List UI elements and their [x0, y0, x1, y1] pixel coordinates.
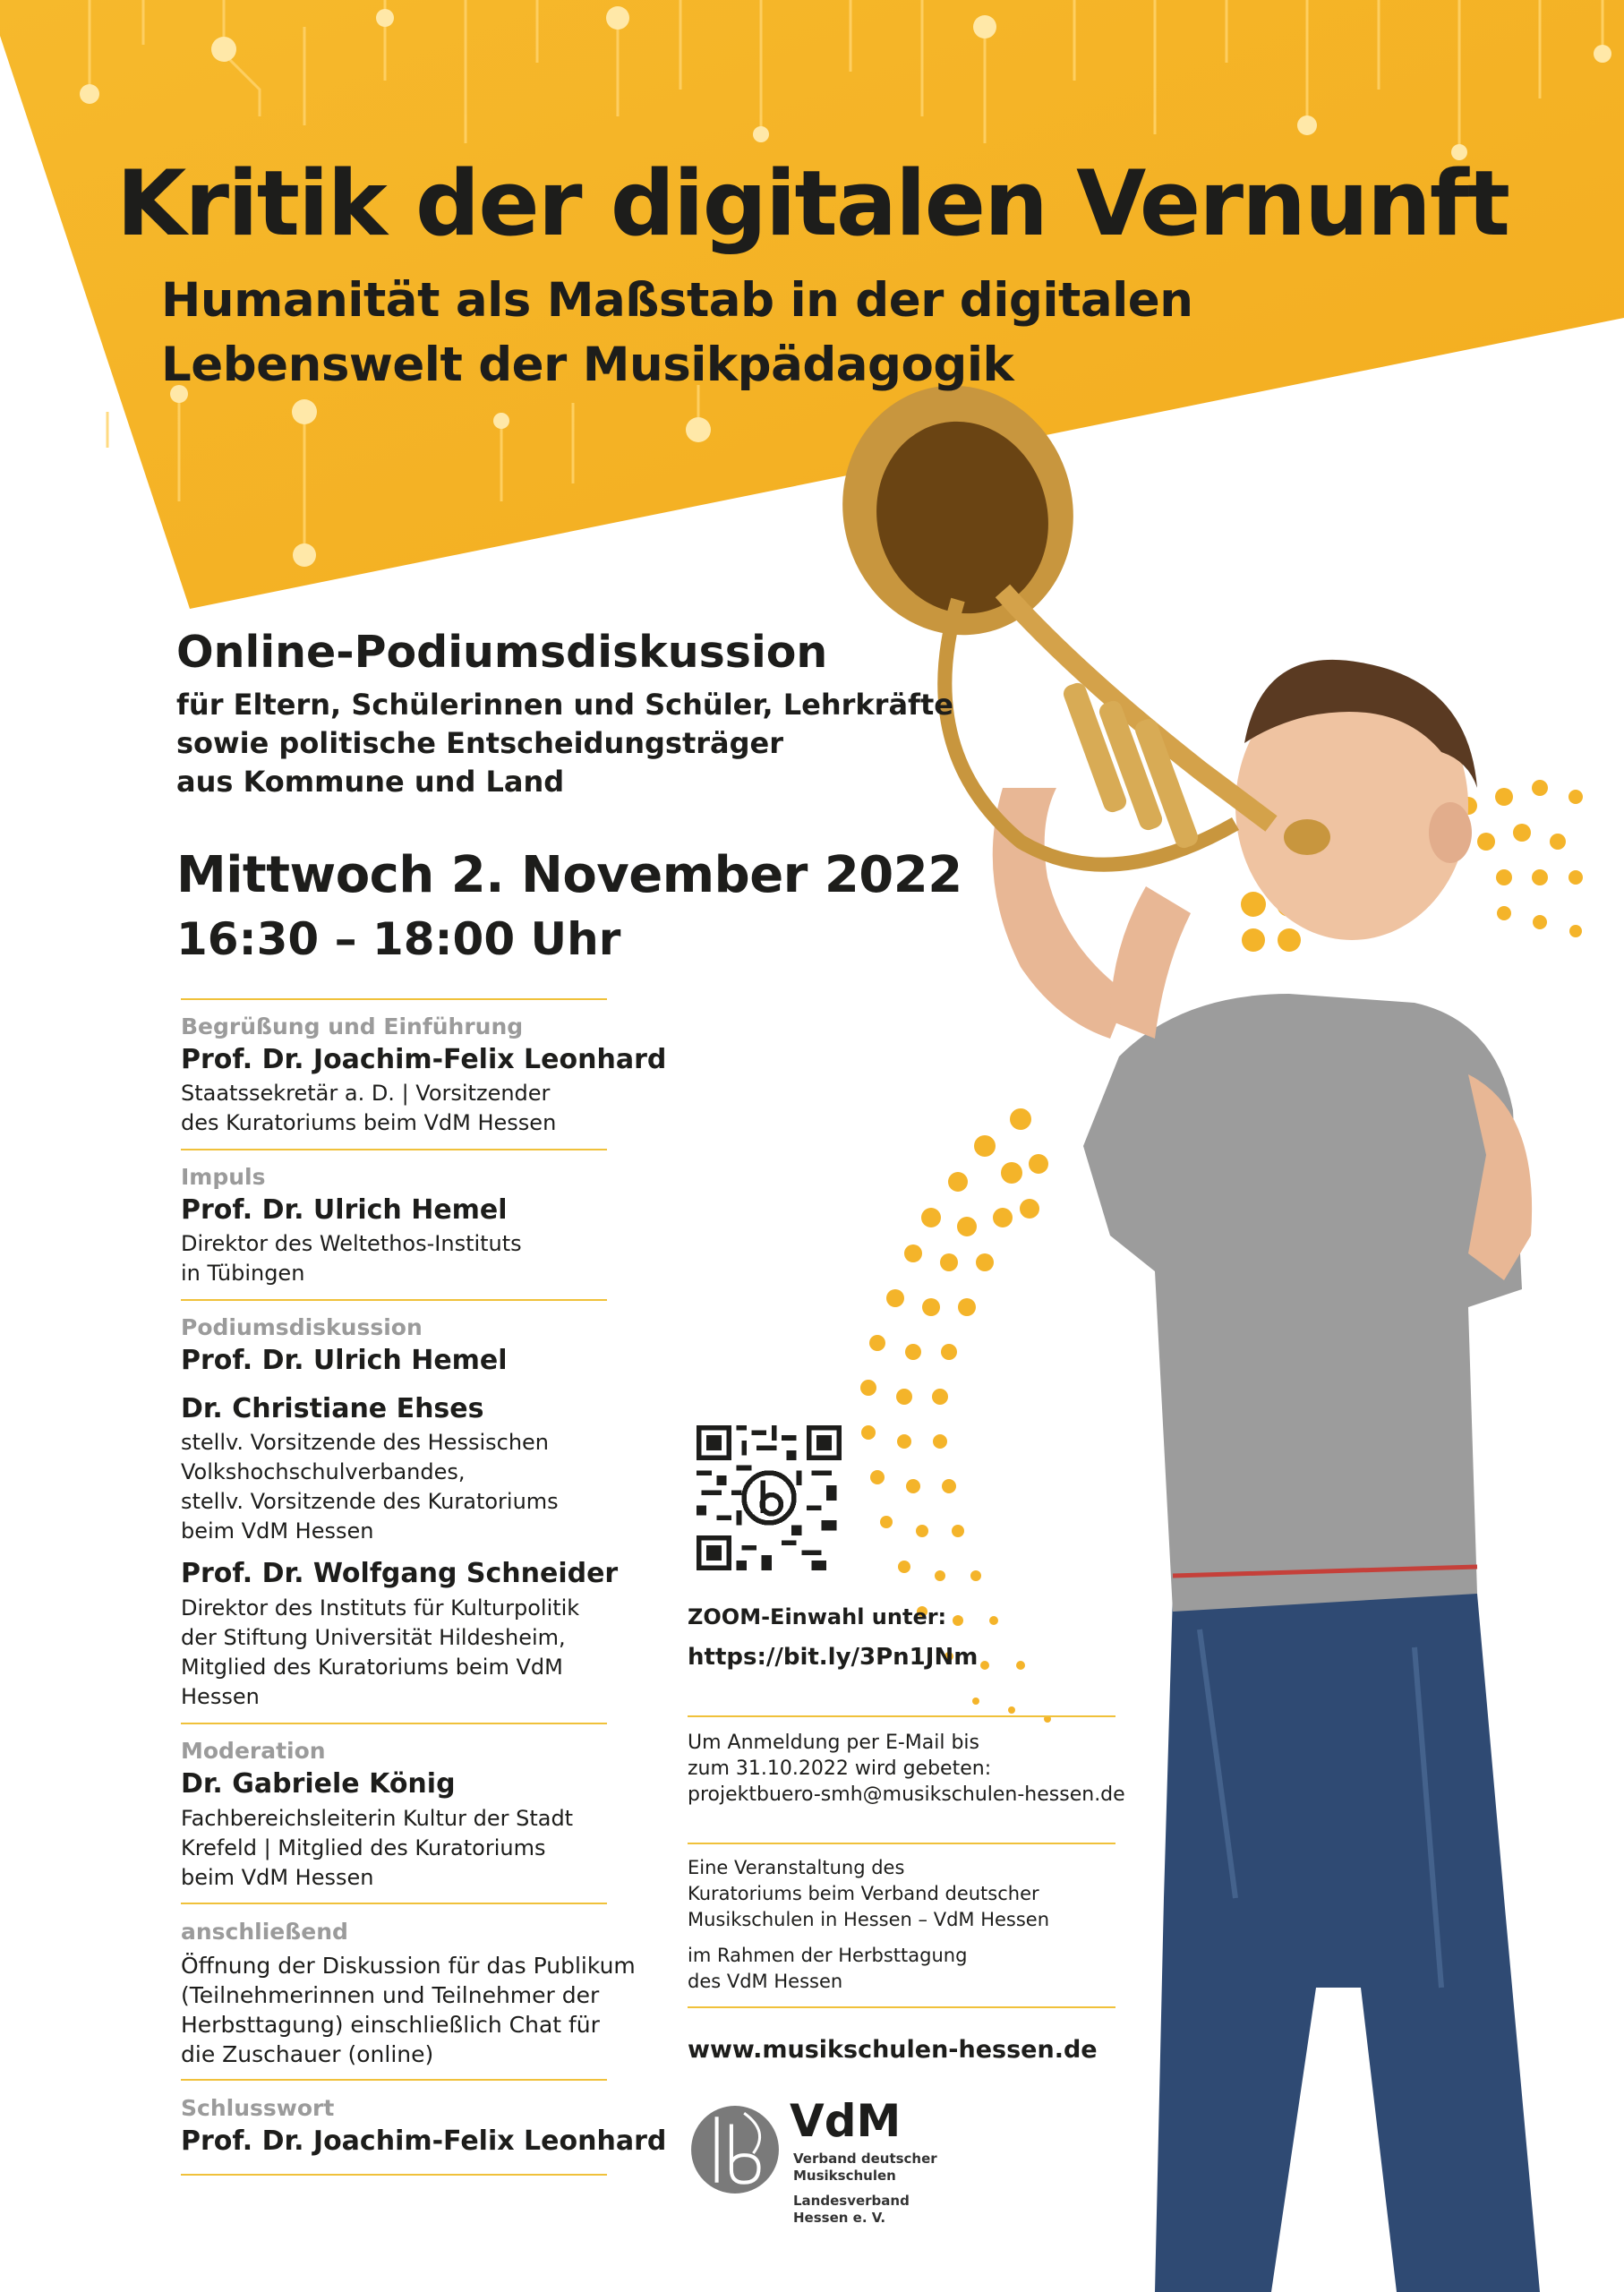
divider [688, 1715, 1115, 1717]
event-type-heading: Online-Podiumsdiskussion [176, 627, 828, 678]
registration-email[interactable]: projektbuero-smh@musikschulen-hessen.de [688, 1783, 1125, 1806]
speaker-name-welcome: Prof. Dr. Joachim-Felix Leonhard [181, 1044, 667, 1075]
speaker-desc-line: Volkshochschulverbandes, [181, 1459, 466, 1484]
afterwards-desc-line: Herbsttagung) einschließlich Chat für [181, 2012, 600, 2038]
registration-line: Um Anmeldung per E-Mail bis [688, 1732, 980, 1754]
audience-line-2: sowie politische Entscheidungsträger [176, 726, 784, 760]
panelist-name-1: Prof. Dr. Ulrich Hemel [181, 1345, 508, 1376]
event-date: Mittwoch 2. November 2022 [176, 846, 962, 904]
poster-title: Kritik der digitalen Vernunft [116, 150, 1509, 256]
subtitle-line-2: Lebenswelt der Musikpädagogik [161, 338, 1014, 392]
afterwards-desc-line: (Teilnehmerinnen und Teilnehmer der [181, 1982, 600, 2008]
speaker-desc-line: stellv. Vorsitzende des Kuratoriums [181, 1489, 559, 1514]
boy-with-trumpet-photo [734, 376, 1624, 2292]
speaker-desc-line: Fachbereichsleiterin Kultur der Stadt [181, 1806, 574, 1831]
speaker-desc-line: Krefeld | Mitglied des Kuratoriums [181, 1835, 546, 1860]
closing-speaker-name: Prof. Dr. Joachim-Felix Leonhard [181, 2125, 667, 2157]
panelist-name-3: Prof. Dr. Wolfgang Schneider [181, 1558, 619, 1589]
speaker-desc-line: Mitglied des Kuratoriums beim VdM [181, 1655, 563, 1680]
vdm-logo-subline: Verband deutscher [793, 2151, 937, 2167]
event-time: 16:30 – 18:00 Uhr [176, 913, 621, 965]
zoom-label: ZOOM-Einwahl unter: [688, 1604, 947, 1629]
afterwards-desc-line: die Zuschauer (online) [181, 2041, 434, 2067]
speaker-desc-line: beim VdM Hessen [181, 1865, 374, 1890]
organizer-line: Eine Veranstaltung des [688, 1857, 905, 1878]
speaker-desc-line: Staatssekretär a. D. | Vorsitzender [181, 1081, 551, 1106]
vdm-logo-mark-icon [689, 2104, 781, 2195]
speaker-desc-line: der Stiftung Universität Hildesheim, [181, 1625, 566, 1650]
subtitle-line-1: Humanität als Maßstab in der digitalen [161, 273, 1193, 328]
organizer-line: Musikschulen in Hessen – VdM Hessen [688, 1909, 1050, 1930]
qr-code-icon[interactable] [697, 1425, 842, 1570]
zoom-link[interactable]: https://bit.ly/3Pn1JNm [688, 1644, 979, 1671]
panelist-name-2: Dr. Christiane Ehses [181, 1393, 484, 1424]
speaker-desc-line: des Kuratoriums beim VdM Hessen [181, 1110, 557, 1135]
divider [688, 1843, 1115, 1844]
afterwards-desc-line: Öffnung der Diskussion für das Publikum [181, 1953, 636, 1979]
speaker-desc-line: Direktor des Instituts für Kulturpolitik [181, 1595, 580, 1621]
vdm-logo-region: Landesverband [793, 2193, 910, 2209]
divider [688, 2006, 1115, 2008]
section-label-welcome: Begrüßung und Einführung [181, 1013, 524, 1039]
moderator-name: Dr. Gabriele König [181, 1768, 456, 1800]
section-label-impulse: Impuls [181, 1164, 266, 1190]
vdm-logo-text: VdM [790, 2095, 902, 2147]
divider [181, 2079, 607, 2081]
speaker-desc-line: stellv. Vorsitzende des Hessischen [181, 1430, 550, 1455]
section-label-closing: Schlusswort [181, 2095, 335, 2121]
divider [181, 998, 607, 1000]
divider [181, 1149, 607, 1150]
audience-line-1: für Eltern, Schülerinnen und Schüler, Lehrkräfte [176, 688, 953, 722]
section-label-afterwards: anschließend [181, 1919, 348, 1945]
speaker-desc-line: Direktor des Weltethos-Instituts [181, 1231, 522, 1256]
section-label-panel: Podiumsdiskussion [181, 1314, 423, 1340]
speaker-desc-line: Hessen [181, 1684, 260, 1709]
speaker-desc-line: in Tübingen [181, 1261, 305, 1286]
speaker-name-impulse: Prof. Dr. Ulrich Hemel [181, 1194, 508, 1226]
organizer-line: Kuratoriums beim Verband deutscher [688, 1883, 1039, 1904]
vdm-logo-region: Hessen e. V. [793, 2210, 886, 2226]
speaker-desc-line: beim VdM Hessen [181, 1518, 374, 1544]
audience-line-3: aus Kommune und Land [176, 765, 565, 799]
divider [181, 2174, 607, 2176]
section-label-moderation: Moderation [181, 1738, 326, 1764]
registration-line: zum 31.10.2022 wird gebeten: [688, 1757, 992, 1780]
vdm-logo-subline: Musikschulen [793, 2168, 896, 2184]
website-link[interactable]: www.musikschulen-hessen.de [688, 2036, 1098, 2064]
context-line: im Rahmen der Herbsttagung [688, 1945, 968, 1966]
divider [181, 1903, 607, 1904]
context-line: des VdM Hessen [688, 1971, 843, 1992]
divider [181, 1299, 607, 1301]
divider [181, 1723, 607, 1724]
